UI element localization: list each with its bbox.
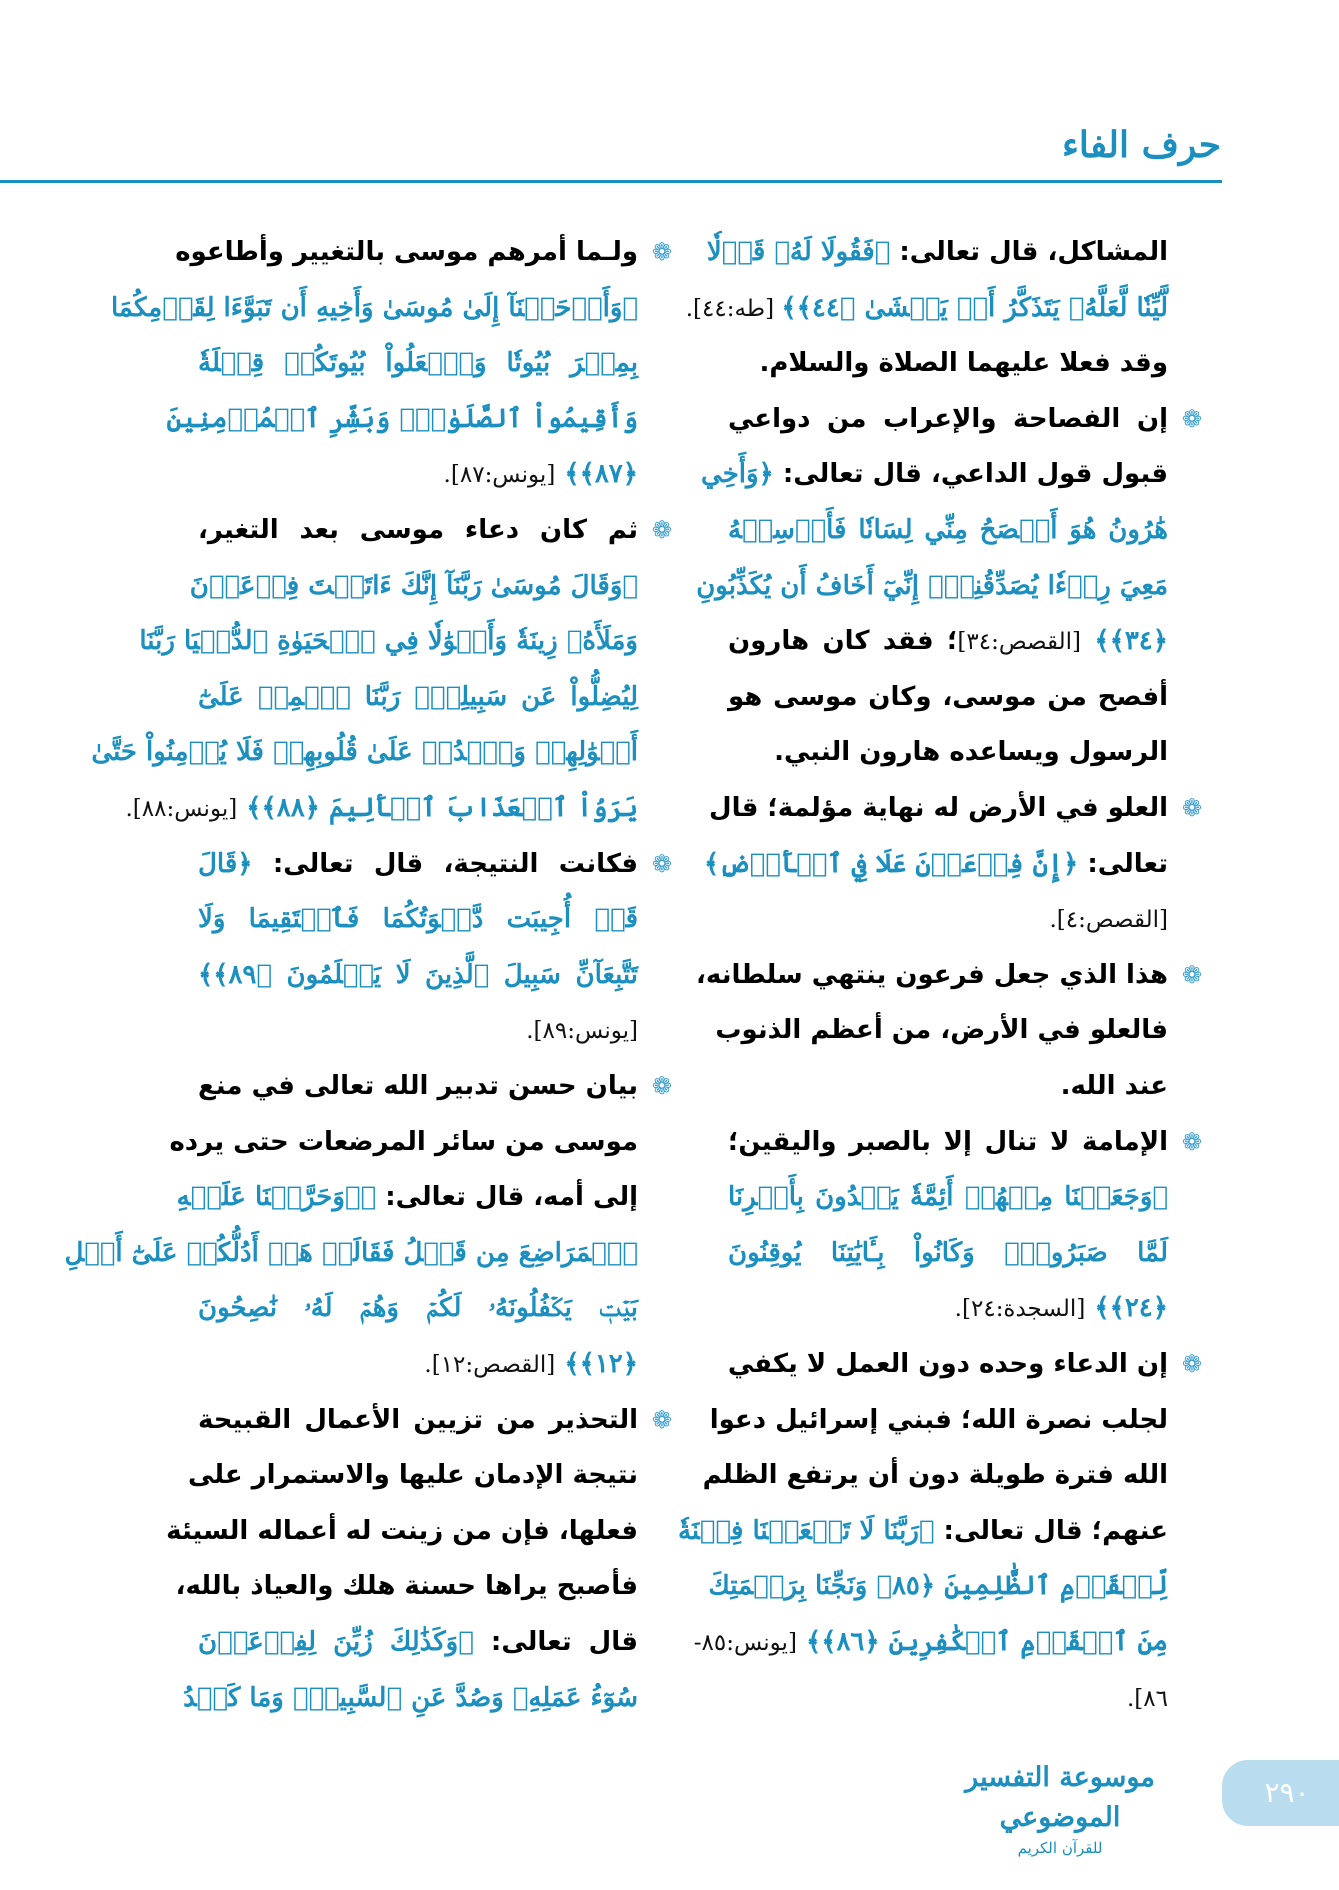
flower-bullet-icon: ❁ [651,1072,672,1100]
quran-verse: قَدۡ أُجِيبَت دَّعۡوَتُكُمَا فَٱسۡتَقِيمَا وَلَا [198,904,638,935]
text-line [198,891,638,947]
text-line [696,558,1168,614]
text-line [198,1002,638,1058]
text-line [189,558,638,614]
flower-bullet-icon: ❁ [1181,1350,1202,1378]
text-line [187,1447,638,1503]
quran-verse: لَّيِّنٗا لَّعَلَّهُۥ يَتَذَكَّرُ أَوۡ يَخۡشَىٰ ﴿٤٤﴾﴾ [781,292,1168,323]
quran-verse: ٱلۡمَرَاضِعَ مِن قَبۡلُ فَقَالَتۡ هَلۡ أَدُلُّكُمۡ عَلَىٰٓ أَهۡلِ [64,1237,638,1268]
body-text: قبول قول الداعي، قال تعالى: [773,459,1168,490]
quran-verse: لِّلۡقَوۡمِ ٱلظَّٰلِمِينَ ﴿٨٥﴾ وَنَجِّنَا بِرَحۡمَتِكَ [708,1571,1168,1602]
quran-verse: يَرَوُاْ ٱلۡعَذَابَ ٱلۡأَلِيمَ ﴿٨٨﴾﴾ [237,793,638,823]
header-divider [0,180,1222,183]
text-line [693,1614,1168,1670]
text-line [198,1614,638,1670]
text-line [728,391,1202,447]
text-line [728,502,1168,558]
text-line [728,1058,1168,1114]
body-text: الإمامة لا تنال إلا بالصبر واليقين؛ [728,1126,1168,1157]
text-line [702,1447,1168,1503]
body-text: العلو في الأرض له نهاية مؤلمة؛ قال [709,793,1168,823]
body-text: الرسول ويساعده هارون النبي. [774,737,1168,768]
text-line [715,1002,1168,1058]
quran-verse: لِيُضِلُّواْ عَن سَبِيلِكَۖ رَبَّنَا ٱطۡمِسۡ عَلَىٰٓ [198,681,638,712]
text-line [706,224,1168,280]
body-text: فعلها، فإن من زينت له أعماله السيئة [166,1515,638,1546]
body-text: التحذير من تزيين الأعمال القبيحة [198,1404,638,1435]
quran-verse: ﴿وَجَعَلۡنَا مِنۡهُمۡ أَئِمَّةٗ يَهۡدُونَ بِأَمۡرِنَا [728,1182,1168,1213]
quran-verse: ﴿فَقُولَا لَهُۥ قَوۡلٗا [706,237,891,267]
quran-verse: ﴿۞وَحَرَّمۡنَا عَلَيۡهِ [176,1182,377,1213]
verse-reference: [القصص:٣٤] [957,629,1081,656]
flower-bullet-icon: ❁ [1181,404,1202,433]
body-text: تعالى: [1078,848,1168,879]
text-line [169,1114,638,1170]
text-line [139,613,638,669]
text-line [728,335,1168,391]
text-line [175,1558,638,1614]
quran-verse: بَيۡتٖ يَكۡفُلُونَهُۥ لَكُمۡ وَهُمۡ لَهُۥ نَٰصِحُونَ [198,1293,638,1324]
text-line [677,1503,1168,1559]
text-line [198,947,638,1003]
text-line [727,1336,1202,1392]
text-line [708,1558,1168,1614]
quran-verse: ﴿قَالَ [198,848,253,879]
body-text: هذا الذي جعل فرعون ينتهي سلطانه، [696,959,1168,990]
text-line [110,280,638,336]
text-line [166,1503,638,1559]
quran-verse: ﴿٢٤﴾﴾ [1085,1293,1168,1324]
text-line [183,1670,638,1726]
body-text: فكانت النتيجة، قال تعالى: [252,848,638,879]
text-line [728,891,1168,947]
text-line [198,446,638,502]
text-line [728,1114,1202,1170]
text-line [198,1280,638,1336]
logo-title: موسوعة التفسير الموضوعي [965,1762,1155,1833]
quran-verse: سُوٓءُ عَمَلِهِۦ وَصُدَّ عَنِ ٱلسَّبِيلِۚ وَمَا كَيۡدُ [183,1682,638,1713]
body-text: بيان حسن تدبير الله تعالى في منع [198,1071,638,1101]
quran-verse: لَمَّا صَبَرُواْۖ وَكَانُواْ بِـَٔايَٰتِنَا يُوقِنُونَ [728,1237,1168,1268]
body-text: إن الدعاء وحده دون العمل لا يكفي [727,1349,1168,1379]
text-line [728,724,1168,780]
text-line [728,613,1168,669]
text-line [728,669,1168,725]
verse-reference: [طه:٤٤]. [685,295,782,322]
verse-reference: [يونس:٨٧]. [443,462,556,489]
encyclopedia-logo [935,1758,1185,1858]
text-line [166,391,638,447]
text-line [125,780,638,836]
quran-verse: ﴿وَأَخِي [701,459,774,490]
quran-verse: ﴿رَبَّنَا لَا تَجۡعَلۡنَا فِتۡنَةٗ [677,1515,935,1546]
verse-reference: ٨٦]. [1126,1685,1168,1712]
text-line [728,1169,1168,1225]
verse-reference: [يونس:٨٥- [693,1630,797,1656]
text-line [709,780,1202,836]
body-text: المشاكل، قال تعالى: [890,237,1168,267]
quran-verse: تَتَّبِعَآنِّ سَبِيلَ ٱلَّذِينَ لَا يَعۡلَمُونَ ﴿٨٩﴾﴾ [198,959,638,990]
text-line [709,1392,1168,1448]
text-line [696,947,1202,1003]
text-line [198,1336,638,1392]
text-line [728,1225,1168,1281]
body-text: عند الله. [1060,1071,1168,1101]
page-number: ٢٩٠ [1222,1760,1339,1826]
body-text: ثم كان دعاء موسى بعد التغير، [198,515,638,545]
verse-reference: [يونس:٨٨]. [125,796,238,822]
quran-verse: وَمَلَأَهُۥ زِينَةٗ وَأَمۡوَٰلٗا فِي ٱلۡحَيَوٰةِ ٱلدُّنۡيَا رَبَّنَا [139,626,638,657]
body-text: فالعلو في الأرض، من أعظم الذنوب [715,1015,1168,1046]
body-text: أفصح من موسى، وكان موسى هو [728,681,1168,712]
quran-verse: ﴿إِنَّ فِرۡعَوۡنَ عَلَا فِي ٱلۡأَرۡضِ﴾ [703,848,1079,879]
quran-verse: ﴿٣٤﴾﴾ [1081,626,1168,657]
text-line [701,446,1168,502]
flower-bullet-icon: ❁ [1181,960,1202,989]
text-line [703,836,1168,892]
text-line [198,335,638,391]
body-text: لجلب نصرة الله؛ فبني إسرائيل دعوا [709,1404,1168,1435]
text-line [64,1225,638,1281]
verse-reference: [يونس:٨٩]. [526,1018,638,1045]
quran-verse: مِنَ ٱلۡقَوۡمِ ٱلۡكَٰفِرِينَ ﴿٨٦﴾﴾ [796,1627,1168,1657]
quran-verse: مَعِيَ رِدۡءٗا يُصَدِّقُنِيٓۖ إِنِّيٓ أَخَافُ أَن يُكَذِّبُونِ [696,570,1168,601]
quran-verse: ﴿٨٧﴾﴾ [555,459,638,490]
flower-bullet-icon: ❁ [1181,794,1202,822]
verse-reference: [القصص:٤]. [1049,907,1168,934]
text-line [175,224,672,280]
body-text: عنهم؛ قال تعالى: [934,1515,1168,1546]
quran-verse: أَمۡوَٰلِهِمۡ وَٱشۡدُدۡ عَلَىٰ قُلُوبِهِمۡ فَلَا يُؤۡمِنُواْ حَتَّىٰ [91,737,638,768]
verse-reference: [السجدة:٢٤]. [954,1296,1086,1323]
body-text: الله فترة طويلة دون أن يرتفع الظلم [702,1460,1168,1491]
text-line [198,1058,672,1114]
flower-bullet-icon: ❁ [651,238,672,266]
flower-bullet-icon: ❁ [651,1405,672,1434]
body-text: فأصبح يراها حسنة هلك والعياذ بالله، [175,1571,638,1602]
text-line [198,502,672,558]
verse-reference: [القصص:١٢]. [424,1352,556,1378]
text-line [91,724,638,780]
flower-bullet-icon: ❁ [1181,1127,1202,1156]
quran-verse: ﴿وَقَالَ مُوسَىٰ رَبَّنَآ إِنَّكَ ءَاتَيۡتَ فِرۡعَوۡنَ [189,570,638,601]
body-text: ؛ فقد كان هارون [728,626,958,657]
body-text: ولـما أمرهم موسى بالتغيير وأطاعوه [175,237,638,267]
quran-verse: ﴿وَأَوۡحَيۡنَآ إِلَىٰ مُوسَىٰ وَأَخِيهِ أَن تَبَوَّءَا لِقَوۡمِكُمَا [110,292,638,323]
quran-verse: ﴿وَكَذَٰلِكَ زُيِّنَ لِفِرۡعَوۡنَ [198,1627,474,1657]
quran-verse: بِمِصۡرَ بُيُوتٗا وَٱجۡعَلُواْ بُيُوتَكُمۡ قِبۡلَةٗ [198,348,638,379]
text-line [198,836,672,892]
body-text: إلى أمه، قال تعالى: [376,1182,638,1213]
text-line [728,1280,1168,1336]
body-text: نتيجة الإدمان عليها والاستمرار على [187,1460,638,1491]
quran-verse: هَٰرُونُ هُوَ أَفۡصَحُ مِنِّي لِسَانٗا فَأَرۡسِلۡهُ [728,515,1168,545]
text-line [198,1392,672,1448]
text-line [176,1169,638,1225]
text-line [198,669,638,725]
body-text: قال تعالى: [473,1627,638,1657]
body-text: موسى من سائر المرضعات حتى يرده [169,1126,638,1157]
text-line [685,280,1168,336]
flower-bullet-icon: ❁ [651,849,672,878]
quran-verse: ﴿١٢﴾﴾ [555,1349,638,1379]
body-text: وقد فعلا عليهما الصلاة والسلام. [759,348,1168,379]
logo-subtitle: للقرآن الكريم [1017,1839,1103,1857]
quran-verse: وَأَقِيمُواْ ٱلصَّلَوٰةَۗ وَبَشِّرِ ٱلۡمُؤۡمِنِينَ [166,403,638,434]
chapter-title: حرف الفاء [1061,124,1221,166]
text-line [728,1670,1168,1726]
body-text: إن الفصاحة والإعراب من دواعي [728,403,1168,434]
flower-bullet-icon: ❁ [651,516,672,544]
